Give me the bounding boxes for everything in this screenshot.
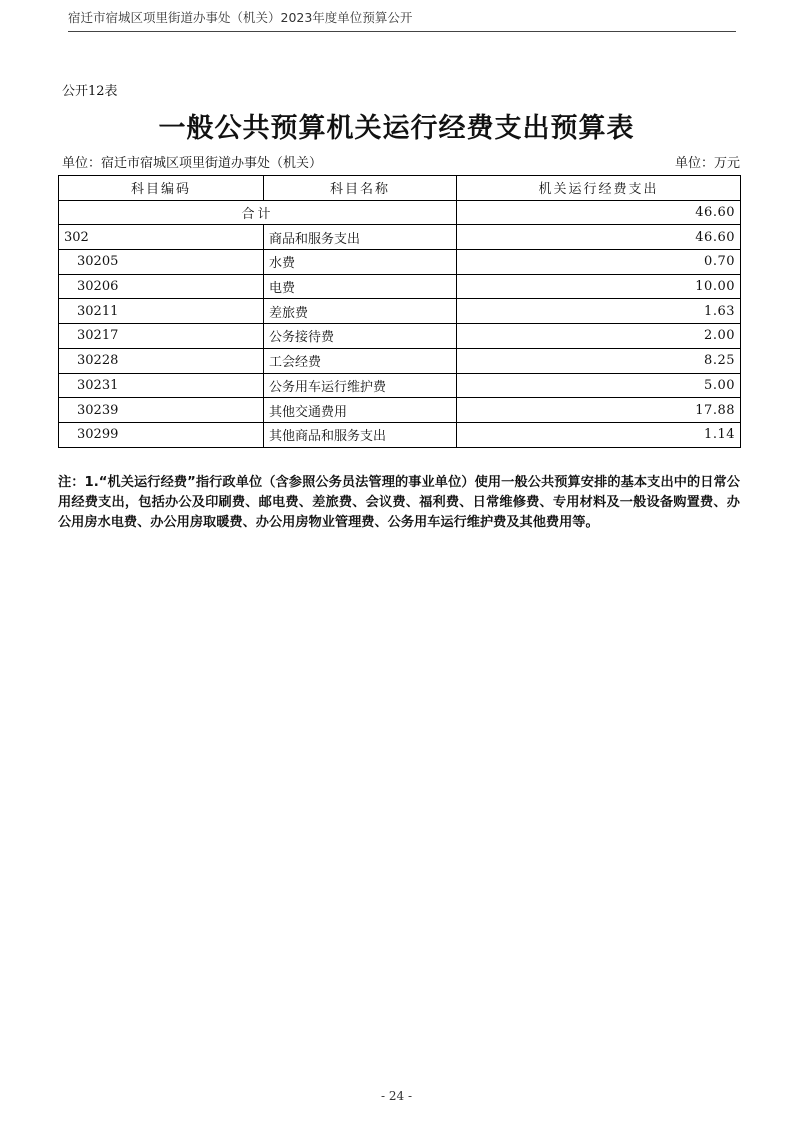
table-row: [59, 225, 741, 250]
row-amount: 0.70: [457, 250, 741, 275]
row-name: 其他交通费用: [264, 398, 457, 423]
budget-table: [58, 175, 741, 448]
row-amount: 5.00: [457, 373, 741, 398]
table-row: [59, 373, 741, 398]
row-amount: 8.25: [457, 348, 741, 373]
row-name: 水费: [264, 250, 457, 275]
table-row: [59, 324, 741, 349]
row-name: 差旅费: [264, 299, 457, 324]
running-header: 宿迁市宿城区项里街道办事处（机关）2023年度单位预算公开: [68, 8, 736, 32]
table-number: 公开12表: [62, 84, 118, 99]
table-row: [59, 422, 741, 447]
total-row: [59, 200, 741, 225]
row-name: 公务用车运行维护费: [264, 373, 457, 398]
row-name: 电费: [264, 274, 457, 299]
table-row: [59, 250, 741, 275]
total-label: 合计: [59, 200, 457, 225]
total-amount: 46.60: [457, 200, 741, 225]
page-title: 一般公共预算机关运行经费支出预算表: [158, 113, 635, 144]
table-header-row: [59, 176, 741, 201]
row-code: 30205: [59, 250, 264, 275]
row-code: 30228: [59, 348, 264, 373]
row-code: 30299: [59, 422, 264, 447]
table-row: [59, 274, 741, 299]
row-amount: 1.63: [457, 299, 741, 324]
footnote: 注：1.“机关运行经费”指行政单位（含参照公务员法管理的事业单位）使用一般公共预算安排的基本支出中的日常公用经费支出，包括办公及印刷费、邮电费、差旅费、会议费、福利费、日常维修费、专用材料及一般设备购置费、办公用房水电费、办公用房取暖费、办公用房物业管理费、公务用车运行维护费及其他费用等。: [58, 475, 740, 530]
table-row: [59, 299, 741, 324]
row-name: 公务接待费: [264, 324, 457, 349]
row-name: 商品和服务支出: [264, 225, 457, 250]
unit-department: 单位：宿迁市宿城区项里街道办事处（机关）: [62, 156, 323, 171]
row-code: 30217: [59, 324, 264, 349]
table-row: [59, 348, 741, 373]
row-code: 30206: [59, 274, 264, 299]
page-number: - 24 -: [380, 1089, 412, 1103]
row-code: 30239: [59, 398, 264, 423]
row-name: 工会经费: [264, 348, 457, 373]
row-amount: 2.00: [457, 324, 741, 349]
unit-currency: 单位：万元: [674, 156, 740, 171]
row-amount: 17.88: [457, 398, 741, 423]
header-name: 科目名称: [264, 176, 457, 201]
row-amount: 1.14: [457, 422, 741, 447]
row-code: 30231: [59, 373, 264, 398]
row-code: 30211: [59, 299, 264, 324]
table-row: [59, 398, 741, 423]
row-amount: 46.60: [457, 225, 741, 250]
header-amount: 机关运行经费支出: [457, 176, 741, 201]
row-name: 其他商品和服务支出: [264, 422, 457, 447]
row-code: 302: [59, 225, 264, 250]
row-amount: 10.00: [457, 274, 741, 299]
header-code: 科目编码: [59, 176, 264, 201]
